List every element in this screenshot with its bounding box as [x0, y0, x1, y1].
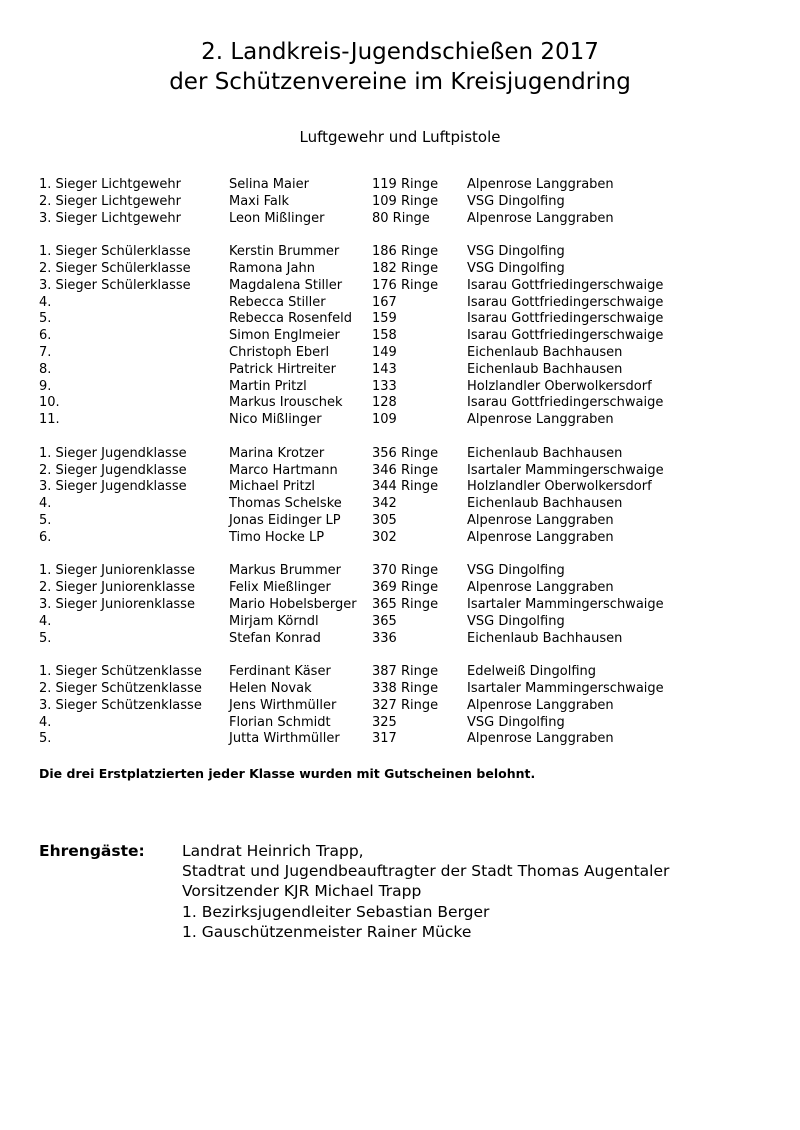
score-cell: 182 Ringe [372, 260, 439, 276]
name-cell: Selina Maier [229, 177, 309, 192]
club-cell: Isarau Gottfriedingerschwaige [467, 294, 664, 310]
name-cell: Helen Novak [229, 680, 312, 696]
guest-line: 1. Bezirksjugendleiter Sebastian Berger [182, 902, 490, 921]
club-cell: Eichenlaub Bachhausen [467, 344, 623, 360]
score-cell: 149 [372, 344, 397, 360]
name-cell: Leon Mißlinger [229, 210, 325, 226]
score-cell: 317 [372, 731, 397, 747]
score-cell: 369 Ringe [372, 580, 439, 596]
name-cell: Rebecca Stiller [229, 294, 326, 310]
score-cell: 167 [372, 294, 397, 310]
score-cell: 365 [372, 613, 397, 629]
name-cell: Stefan Konrad [229, 630, 321, 646]
result-row [39, 513, 779, 530]
club-cell: VSG Dingolfing [467, 260, 565, 276]
result-row [39, 362, 779, 379]
club-cell: Isartaler Mammingerschwaige [467, 680, 664, 696]
guests-list [182, 841, 669, 942]
result-row [39, 463, 779, 480]
guest-line: 1. Gauschützenmeister Rainer Mücke [182, 922, 472, 941]
result-row [39, 715, 779, 732]
score-cell: 159 [372, 311, 397, 327]
place-cell: 2. Sieger Schülerklasse [39, 260, 191, 276]
club-cell: VSG Dingolfing [467, 714, 565, 730]
result-row [39, 664, 779, 681]
result-row [39, 395, 779, 412]
club-cell: VSG Dingolfing [467, 563, 565, 579]
result-group [39, 563, 779, 647]
name-cell: Maxi Falk [229, 193, 290, 209]
place-cell: 7. [39, 344, 52, 360]
name-cell: Martin Pritzl [229, 378, 307, 394]
score-cell: 325 [372, 714, 397, 730]
score-cell: 133 [372, 378, 397, 394]
place-cell: 8. [39, 361, 52, 377]
result-group [39, 446, 779, 547]
club-cell: Eichenlaub Bachhausen [467, 496, 623, 512]
place-cell: 3. Sieger Jugendklasse [39, 479, 187, 495]
club-cell: VSG Dingolfing [467, 613, 565, 629]
place-cell: 2. Sieger Jugendklasse [39, 462, 187, 478]
club-cell: VSG Dingolfing [467, 193, 565, 209]
name-cell: Jonas Eidinger LP [229, 512, 341, 528]
club-cell: Eichenlaub Bachhausen [467, 630, 623, 646]
score-cell: 109 [372, 412, 397, 428]
result-group [39, 244, 779, 429]
name-cell: Michael Pritzl [229, 479, 316, 495]
name-cell: Timo Hocke LP [229, 529, 325, 545]
club-cell: Isartaler Mammingerschwaige [467, 596, 664, 612]
document-subtitle: Luftgewehr und Luftpistole [299, 128, 501, 146]
place-cell: 3. Sieger Schützenklasse [39, 697, 202, 713]
score-cell: 119 Ringe [372, 177, 439, 192]
name-cell: Felix Mießlinger [229, 580, 331, 596]
club-cell: Holzlandler Oberwolkersdorf [467, 479, 652, 495]
place-cell: 5. [39, 311, 52, 327]
name-cell: Markus Irouschek [229, 395, 343, 411]
result-row [39, 631, 779, 648]
place-cell: 10. [39, 395, 60, 411]
name-cell: Rebecca Rosenfeld [229, 311, 352, 327]
place-cell: 1. Sieger Juniorenklasse [39, 563, 195, 579]
guest-line: Landrat Heinrich Trapp, [182, 842, 364, 860]
score-cell: 109 Ringe [372, 193, 439, 209]
place-cell: 2. Sieger Juniorenklasse [39, 580, 195, 596]
result-row [39, 177, 779, 194]
result-row [39, 597, 779, 614]
place-cell: 5. [39, 630, 52, 646]
score-cell: 302 [372, 529, 397, 545]
score-cell: 336 [372, 630, 397, 646]
name-cell: Patrick Hirtreiter [229, 361, 337, 377]
club-cell: Alpenrose Langgraben [467, 529, 614, 545]
name-cell: Magdalena Stiller [229, 277, 343, 293]
score-cell: 338 Ringe [372, 680, 439, 696]
place-cell: 1. Sieger Schülerklasse [39, 244, 191, 260]
score-cell: 305 [372, 512, 397, 528]
result-row [39, 311, 779, 328]
document-title-line-1: 2. Landkreis-Jugendschießen 2017 [201, 39, 599, 65]
score-cell: 387 Ringe [372, 664, 439, 680]
result-row [39, 698, 779, 715]
club-cell: Alpenrose Langgraben [467, 512, 614, 528]
name-cell: Marco Hartmann [229, 462, 338, 478]
place-cell: 6. [39, 529, 52, 545]
club-cell: Isartaler Mammingerschwaige [467, 462, 664, 478]
club-cell: Isarau Gottfriedingerschwaige [467, 311, 664, 327]
result-row [39, 295, 779, 312]
club-cell: Alpenrose Langgraben [467, 731, 614, 747]
result-row [39, 211, 779, 228]
place-cell: 3. Sieger Schülerklasse [39, 277, 191, 293]
result-group [39, 177, 779, 227]
place-cell: 11. [39, 412, 60, 428]
club-cell: Isarau Gottfriedingerschwaige [467, 277, 664, 293]
result-row [39, 278, 779, 295]
guest-line: Vorsitzender KJR Michael Trapp [182, 882, 422, 901]
score-cell: 370 Ringe [372, 563, 439, 579]
result-row [39, 479, 779, 496]
place-cell: 4. [39, 294, 52, 310]
club-cell: Holzlandler Oberwolkersdorf [467, 378, 652, 394]
club-cell: Eichenlaub Bachhausen [467, 445, 623, 461]
name-cell: Marina Krotzer [229, 445, 325, 461]
name-cell: Ferdinant Käser [229, 664, 331, 680]
result-row [39, 496, 779, 513]
score-cell: 80 Ringe [372, 210, 430, 226]
name-cell: Markus Brummer [229, 563, 341, 579]
place-cell: 1. Sieger Jugendklasse [39, 445, 187, 461]
score-cell: 176 Ringe [372, 277, 439, 293]
name-cell: Christoph Eberl [229, 344, 330, 360]
place-cell: 5. [39, 512, 52, 528]
club-cell: Alpenrose Langgraben [467, 697, 614, 713]
club-cell: Alpenrose Langgraben [467, 177, 614, 192]
name-cell: Simon Englmeier [229, 328, 340, 344]
club-cell: Alpenrose Langgraben [467, 580, 614, 596]
result-row [39, 412, 779, 429]
result-row [39, 345, 779, 362]
name-cell: Thomas Schelske [229, 496, 342, 512]
name-cell: Ramona Jahn [229, 260, 315, 276]
club-cell: Alpenrose Langgraben [467, 210, 614, 226]
place-cell: 6. [39, 328, 52, 344]
guests-label: Ehrengäste: [39, 842, 145, 860]
name-cell: Kerstin Brummer [229, 244, 340, 260]
result-row [39, 261, 779, 278]
place-cell: 3. Sieger Juniorenklasse [39, 596, 195, 612]
score-cell: 344 Ringe [372, 479, 439, 495]
name-cell: Nico Mißlinger [229, 412, 322, 428]
club-cell: VSG Dingolfing [467, 244, 565, 260]
result-row [39, 614, 779, 631]
place-cell: 2. Sieger Lichtgewehr [39, 193, 181, 209]
name-cell: Jens Wirthmüller [229, 697, 337, 713]
score-cell: 128 [372, 395, 397, 411]
club-cell: Isarau Gottfriedingerschwaige [467, 395, 664, 411]
result-row [39, 379, 779, 396]
score-cell: 365 Ringe [372, 596, 439, 612]
result-row [39, 563, 779, 580]
score-cell: 158 [372, 328, 397, 344]
score-cell: 143 [372, 361, 397, 377]
club-cell: Alpenrose Langgraben [467, 412, 614, 428]
club-cell: Isarau Gottfriedingerschwaige [467, 328, 664, 344]
prize-note: Die drei Erstplatzierten jeder Klasse wurden mit Gutscheinen belohnt. [39, 766, 536, 781]
result-row [39, 328, 779, 345]
result-row [39, 194, 779, 211]
place-cell: 5. [39, 731, 52, 747]
result-row [39, 446, 779, 463]
name-cell: Mario Hobelsberger [229, 596, 357, 612]
name-cell: Mirjam Körndl [229, 613, 319, 629]
name-cell: Jutta Wirthmüller [229, 731, 340, 747]
place-cell: 1. Sieger Lichtgewehr [39, 177, 181, 192]
score-cell: 327 Ringe [372, 697, 439, 713]
result-row [39, 681, 779, 698]
place-cell: 4. [39, 714, 52, 730]
result-row [39, 244, 779, 261]
result-row [39, 580, 779, 597]
result-group [39, 664, 779, 748]
score-cell: 356 Ringe [372, 445, 439, 461]
place-cell: 9. [39, 378, 52, 394]
club-cell: Eichenlaub Bachhausen [467, 361, 623, 377]
result-row [39, 731, 779, 748]
score-cell: 186 Ringe [372, 244, 439, 260]
guest-line: Stadtrat und Jugendbeauftragter der Stadt Thomas Augentaler [182, 862, 670, 881]
document-title-line-2: der Schützenvereine im Kreisjugendring [169, 69, 631, 95]
place-cell: 1. Sieger Schützenklasse [39, 664, 202, 680]
place-cell: 4. [39, 613, 52, 629]
club-cell: Edelweiß Dingolfing [467, 664, 596, 680]
place-cell: 4. [39, 496, 52, 512]
name-cell: Florian Schmidt [229, 714, 331, 730]
result-row [39, 530, 779, 547]
place-cell: 3. Sieger Lichtgewehr [39, 210, 181, 226]
score-cell: 346 Ringe [372, 462, 439, 478]
score-cell: 342 [372, 496, 397, 512]
place-cell: 2. Sieger Schützenklasse [39, 680, 202, 696]
results-list [39, 177, 779, 765]
